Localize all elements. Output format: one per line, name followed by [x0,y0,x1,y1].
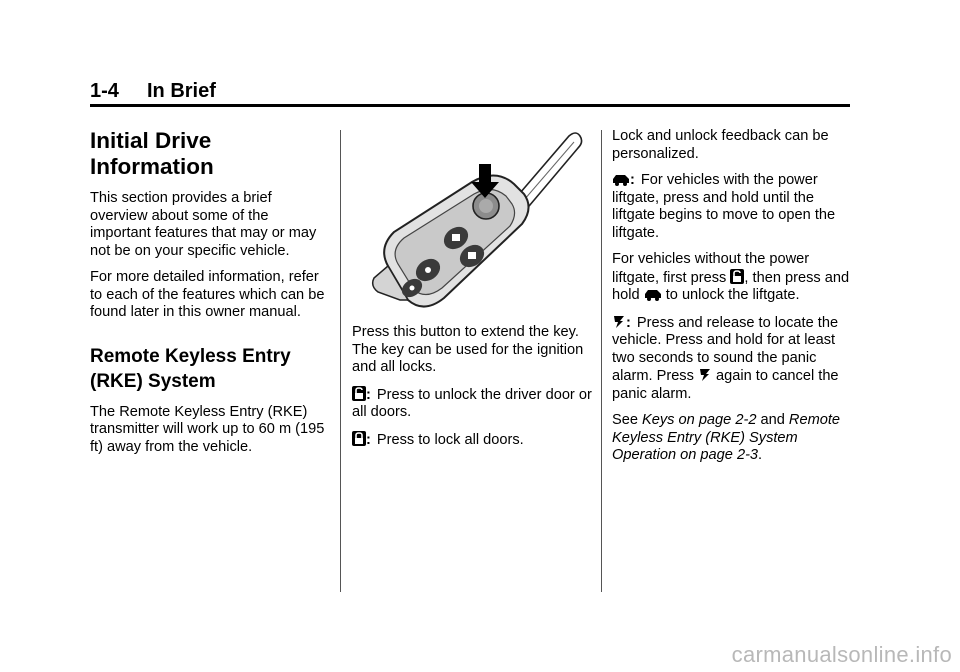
intro-paragraph: This section provides a brief overview about some of the important features that may or may not be on your specific vehicle. [90,190,317,259]
feedback-paragraph: Lock and unlock feedback can be personalized. [612,128,829,162]
liftgate-text: For vehicles with the power liftgate, press and hold until the liftgate begins to move to open the liftgate. [612,172,836,241]
column-left [90,128,330,465]
manual-liftgate-text-b: , then press and hold [612,269,850,303]
manual-liftgate-text-a: For vehicles without the power liftgate, first press [612,251,810,286]
heading-initial-drive: Initial Drive Information [90,128,214,179]
page-header [90,80,850,106]
section-title: In Brief [147,80,216,102]
link-rke-operation[interactable]: Remote Keyless Entry (RKE) System Operation on page 2-3 [612,412,841,463]
rke-paragraph: The Remote Keyless Entry (RKE) transmitter will work up to 60 m (195 ft) away from the vehicle. [90,403,325,455]
see-also-paragraph [612,412,852,465]
panic-text-a: Press and release to locate the vehicle. Press and hold for at least two seconds to sound the panic alarm. Press [612,314,839,384]
column-middle [352,128,592,458]
page-number: 1-4 [90,80,119,102]
period: . [758,447,763,463]
and-label: and [760,412,785,428]
vehicle-liftgate-icon [612,173,630,186]
unlock-icon [730,269,744,284]
link-keys[interactable]: Keys on page 2-2 [642,412,757,428]
lock-icon [352,431,366,446]
header-rule [90,104,850,107]
watermark: carmanualsonline.info [731,642,952,667]
unlock-colon: : [366,386,371,403]
heading-rke: Remote Keyless Entry (RKE) System [90,345,291,392]
reference-paragraph: For more detailed information, refer to each of the features which can be found later in this owner manual. [90,269,325,320]
panic-colon: : [626,314,631,331]
panic-paragraph [612,314,852,404]
panic-text-b: again to cancel the panic alarm. [612,368,839,402]
vehicle-liftgate-icon [644,288,662,301]
panic-horn-icon [698,367,712,382]
liftgate-colon: : [630,172,635,188]
key-fob-illustration-icon [364,128,584,316]
liftgate-paragraph [612,172,852,242]
lock-paragraph [352,431,592,450]
lock-text: Press to lock all doors. [376,431,524,448]
manual-liftgate-text-c: to unlock the liftgate. [665,287,800,303]
manual-liftgate-paragraph [612,251,852,305]
panic-horn-icon [612,314,626,329]
unlock-paragraph [352,386,592,422]
column-divider [601,130,602,592]
see-label: See [612,412,638,428]
column-right [612,128,852,474]
column-divider [340,130,341,592]
lock-colon: : [366,431,371,448]
unlock-icon [352,386,366,401]
unlock-text: Press to unlock the driver door or all doors. [352,386,592,420]
fob-caption: Press this button to extend the key. The key can be used for the ignition and all locks. [352,324,584,375]
